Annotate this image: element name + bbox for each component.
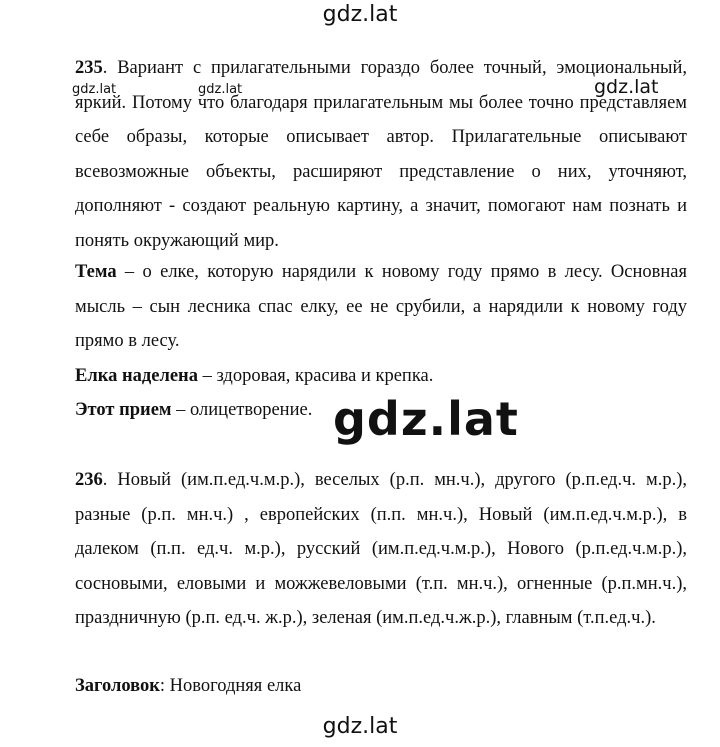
exercise-236-paragraph: [75, 463, 687, 636]
watermark-small-middle: gdz.lat: [198, 82, 243, 97]
theme-label: Тема: [75, 262, 117, 282]
exercise-236-number: 236: [75, 470, 103, 490]
watermark-small-left: gdz.lat: [72, 82, 117, 97]
title-label: Заголовок: [75, 676, 160, 696]
watermark-bottom: gdz.lat: [322, 714, 398, 739]
watermark-top: gdz.lat: [322, 2, 398, 27]
endowed-paragraph: [75, 359, 687, 394]
watermark-right: gdz.lat: [594, 76, 659, 98]
endowed-label: Елка наделена: [75, 366, 198, 386]
title-text: : Новогодняя елка: [159, 676, 302, 696]
endowed-text: – здоровая, красива и крепка.: [197, 366, 434, 386]
theme-text: – о елке, которую нарядили к новому году прямо в лесу. Основная мысль – сын лесника спас елку, ее не срубили, а нарядили к новому году прямо в лесу.: [75, 262, 687, 352]
exercise-235-number: 235: [75, 58, 103, 78]
theme-paragraph: [75, 255, 687, 359]
exercise-235-text: . Вариант с прилагательными гораздо более точный, эмоциональный, яркий. Потому что благодаря прилагательным мы более точно представляем себе образы, которые описывает автор. Прилагательные описывают всевозможные объекты, расширяют представление о них, уточняют, дополняют - создают реальную картину, а значит, помогают нам познать и понять окружающий мир.: [75, 58, 687, 251]
device-text: – олицетворение.: [171, 400, 313, 420]
watermark-center-big: gdz.lat: [333, 392, 519, 446]
device-label: Этот прием: [75, 400, 172, 420]
exercise-236-text: . Новый (им.п.ед.ч.м.р.), веселых (р.п. мн.ч.), другого (р.п.ед.ч. м.р.), разные (р.п. мн.ч.) , европейских (п.п. мн.ч.), Новый (им.п.ед.ч.м.р.), в далеком (п.п. ед.ч. м.р.), русский (им.п.ед.ч.м.р.), Нового (р.п.ед.ч.м.р.), сосновыми, еловыми и можжевеловыми (т.п. мн.ч.), огненные (р.п.мн.ч.), праздничную (р.п. ед.ч. ж.р.), зеленая (им.п.ед.ч.ж.р.), главным (т.п.ед.ч.).: [75, 470, 687, 629]
title-paragraph: [75, 669, 687, 704]
